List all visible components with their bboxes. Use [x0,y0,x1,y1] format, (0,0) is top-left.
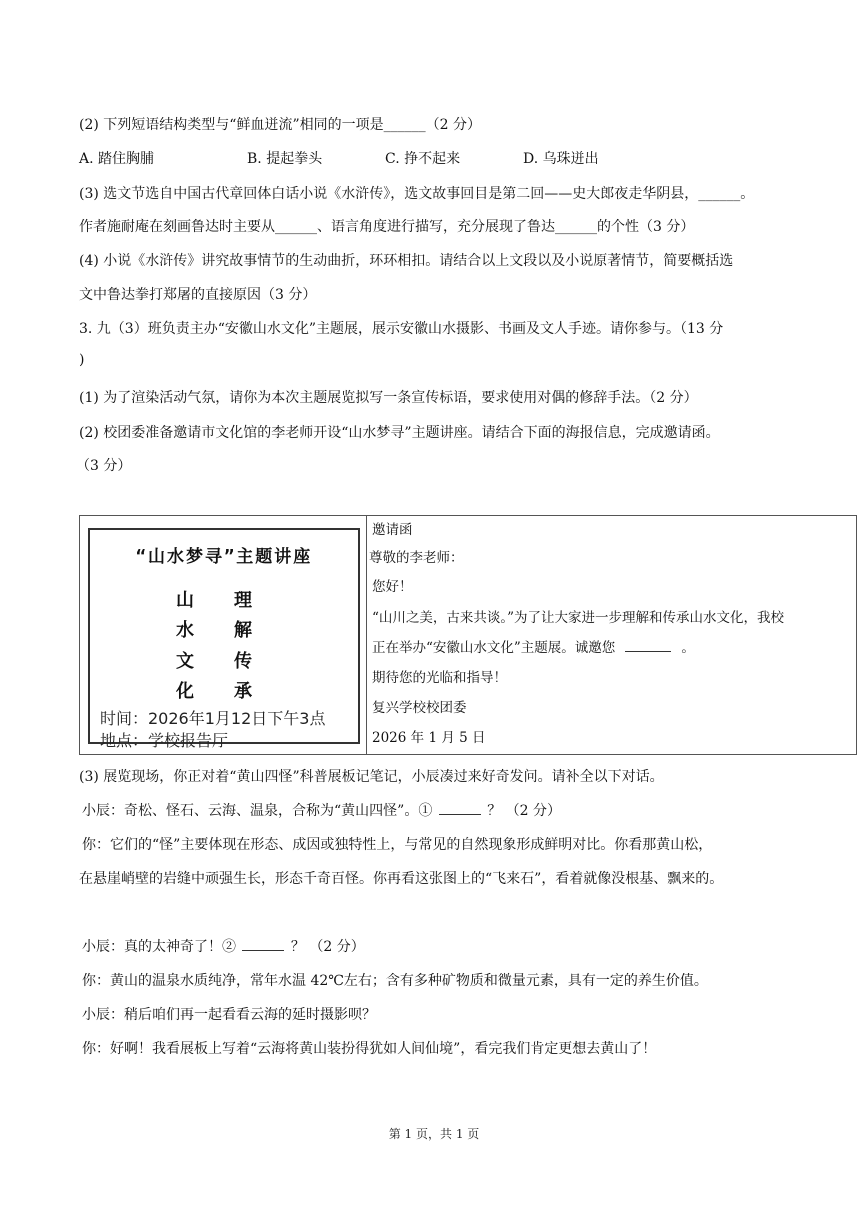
poster-row: 水 解 [176,620,254,641]
section3-sub2-points: （3 分） [76,458,132,474]
answer-blank-2[interactable] [242,938,284,951]
q2-question: (2) 下列短语结构类型与“鲜血迸流”相同的一项是______（2 分） [79,117,481,133]
answer-blank-1[interactable] [439,802,481,815]
dialogue-xiaochen-3: 小辰：稍后咱们再一起看看云海的延时摄影呗？ [82,1007,376,1023]
invitation-body-1: “山川之美，古来共谈。”为了让大家进一步理解和传承山水文化，我校 [372,610,785,626]
q3-line2: 作者施耐庵在刻画鲁达时主要从______、语言角度进行描写，充分展现了鲁达______的个性（3 分） [79,219,695,235]
q3-dialogue-intro: (3) 展览现场，你正对着“黄山四怪”科普展板记笔记，小辰凑过来好奇发问。请补全以下对话。 [79,769,664,785]
poster-time: 时间：2026年1月12日下午3点 [100,709,326,728]
table-divider [366,516,367,754]
invitation-title: 邀请函 [372,522,413,538]
option-a: A. 踏住胸脯 [79,151,155,167]
invitation-greeting: 您好！ [372,579,413,595]
invitation-sender: 复兴学校校团委 [372,700,467,716]
invitation-body-2: 正在举办“安徽山水文化”主题展。诚邀您 。 [372,640,695,656]
q2-options [79,150,599,168]
section3-heading-cont: ) [79,352,85,368]
dialogue-you-2: 你：黄山的温泉水质纯净，常年水温 42℃左右；含有多种矿物质和微量元素，具有一定的养生价值。 [82,973,708,989]
poster-place: 地点：学校报告厅 [100,731,229,750]
invitation-closing: 期待您的光临和指导！ [372,670,507,686]
page-footer: 第 1 页，共 1 页 [388,1127,480,1141]
section3-heading: 3. 九（3）班负责主办“安徽山水文化”主题展，展示安徽山水摄影、书画及文人手迹。请你参与。（13 分 [79,321,724,337]
q4-line2: 文中鲁达拳打郑屠的直接原因（3 分） [79,287,317,303]
dialogue-xiaochen-1: 小辰：奇松、怪石、云海、温泉，合称为“黄山四怪”。① ？ （2 分） [82,803,562,819]
option-d: D. 乌珠迸出 [523,151,599,167]
poster-row: 文 传 [176,651,254,672]
section3-sub1: (1) 为了渲染活动气氛，请你为本次主题展览拟写一条宣传标语，要求使用对偶的修辞手法。（2 分） [79,390,698,406]
invitation-salutation: 尊敬的李老师： [369,550,464,566]
dialogue-you-1b: 在悬崖峭壁的岩缝中顽强生长，形态千奇百怪。你再看这张图上的“飞来石”，看着就像没根基、飘来的。 [79,871,724,887]
invitation-date: 2026 年 1 月 5 日 [372,730,486,746]
option-b: B. 提起拳头 [247,151,323,167]
section3-sub2: (2) 校团委准备邀请市文化馆的李老师开设“山水梦寻”主题讲座。请结合下面的海报信息，完成邀请函。 [79,425,720,441]
dialogue-you-1a: 你：它们的“怪”主要体现在形态、成因或独特性上，与常见的自然现象形成鲜明对比。你看那黄山松， [82,837,713,853]
q4-line1: (4) 小说《水浒传》讲究故事情节的生动曲折，环环相扣。请结合以上文段以及小说原著情节，简要概括选 [79,253,734,269]
option-c: C. 挣不起来 [385,151,461,167]
lecture-poster [88,528,360,750]
answer-blank[interactable] [625,639,671,652]
poster-row: 山 理 [176,590,254,611]
invitation-table [79,515,857,755]
poster-row: 化 承 [176,681,254,702]
poster-title: “山水梦寻”主题讲座 [135,547,313,567]
dialogue-xiaochen-2: 小辰：真的太神奇了！② ？ （2 分） [82,939,365,955]
dialogue-you-3: 你：好啊！我看展板上写着“云海将黄山装扮得犹如人间仙境”，看完我们肯定更想去黄山了！ [82,1041,657,1057]
q3-line1: (3) 选文节选自中国古代章回体白话小说《水浒传》，选文故事回目是第二回——史大郎夜走华阴县，______。 [79,186,755,202]
